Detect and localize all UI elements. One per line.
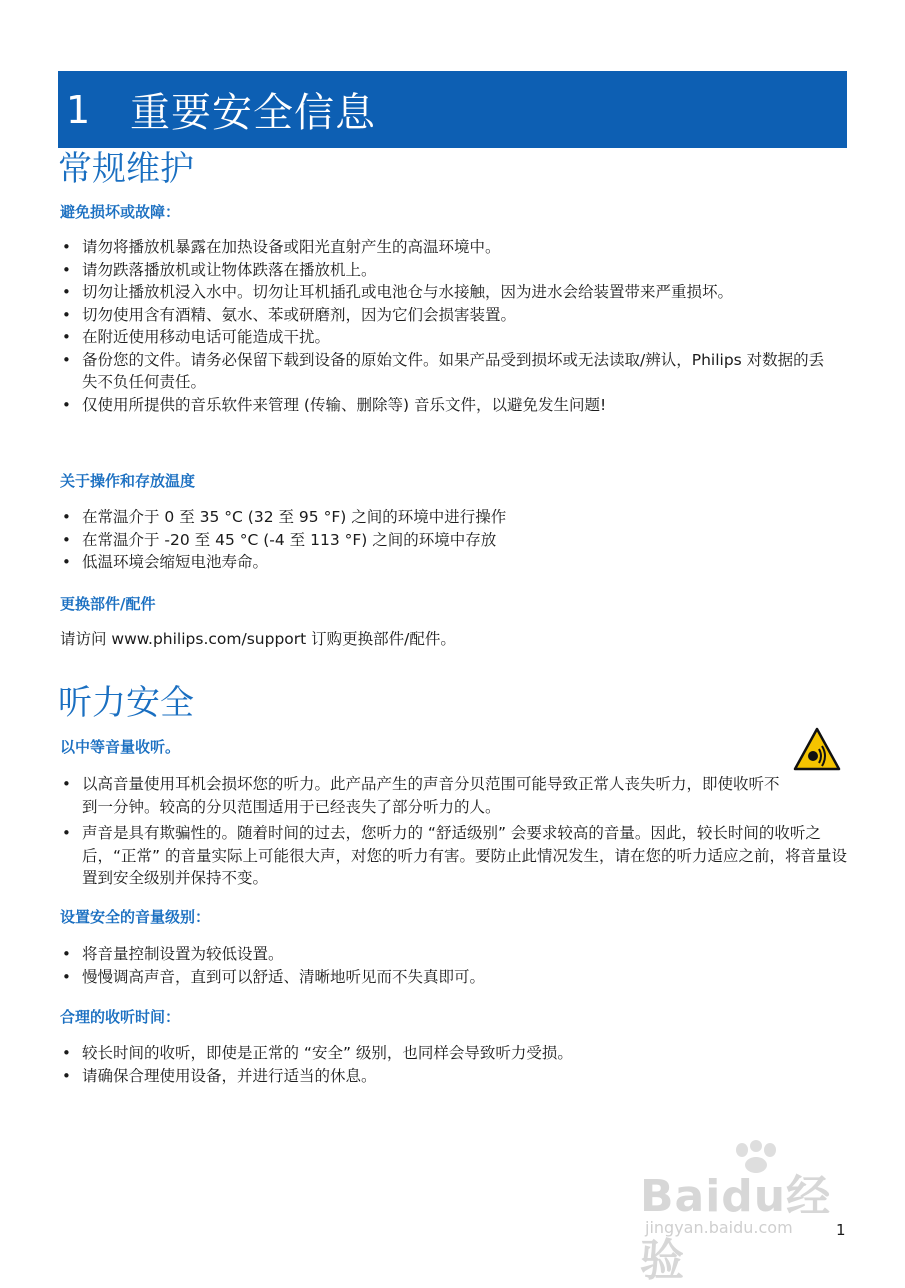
list-item: • 在常温介于 0 至 35 °C (32 至 95 °F) 之间的环境中进行操作: [58, 506, 847, 529]
list-item: • 备份您的文件。请务必保留下载到设备的原始文件。如果产品受到损坏或无法读取/辨认，Philips 对数据的丢失不负任何责任。: [58, 349, 828, 394]
list-item: • 切勿使用含有酒精、氨水、苯或研磨剂，因为它们会损害装置。: [58, 304, 828, 327]
listening-time-list: [58, 1042, 847, 1087]
list-item: • 请确保合理使用设备，并进行适当的休息。: [58, 1065, 847, 1088]
list-item: • 慢慢调高声音，直到可以舒适、清晰地听见而不失真即可。: [58, 966, 847, 989]
page-number: 1: [836, 1221, 846, 1239]
parts-paragraph: [58, 628, 847, 650]
chapter-header: [58, 71, 847, 148]
sub-heading-safe-volume: 设置安全的音量级别：: [60, 908, 211, 926]
list-item: • 仅使用所提供的音乐软件来管理 (传输、删除等) 音乐文件，以避免发生问题!: [58, 394, 828, 417]
list-item: • 请勿将播放机暴露在加热设备或阳光直射产生的高温环境中。: [58, 236, 828, 259]
list-item: • 低温环境会缩短电池寿命。: [58, 551, 847, 574]
hearing-warning-icon: [793, 727, 841, 771]
moderate-volume-list-1: [58, 773, 783, 818]
temperature-block: [58, 471, 847, 491]
list-item: • 较长时间的收听，即使是正常的 “安全” 级别，也同样会导致听力受损。: [58, 1042, 847, 1065]
list-item: • 在常温介于 -20 至 45 °C (-4 至 113 °F) 之间的环境中存放: [58, 529, 847, 552]
watermark: [640, 1140, 860, 1286]
watermark-brand: Baidu经验: [640, 1171, 832, 1286]
list-item: • 以高音量使用耳机会损坏您的听力。此产品产生的声音分贝范围可能导致正常人丧失听力，即使收听不到一分钟。较高的分贝范围适用于已经丧失了部分听力的人。: [58, 773, 783, 818]
watermark-url: jingyan.baidu.com: [645, 1218, 793, 1237]
safe-volume-block: [58, 907, 847, 927]
listening-time-block: [58, 1007, 847, 1027]
moderate-volume-block: [58, 737, 847, 757]
section-title-maintenance: 常规维护: [58, 149, 194, 189]
temperature-list: [58, 506, 847, 574]
maintenance-section: [58, 150, 847, 188]
sub-heading-avoid-damage: 避免损坏或故障：: [60, 203, 181, 221]
sub-heading-listening-time: 合理的收听时间：: [60, 1008, 181, 1026]
section-title-hearing: 听力安全: [58, 683, 194, 723]
sub-heading-temperature: 关于操作和存放温度: [60, 472, 196, 490]
list-item: • 请勿跌落播放机或让物体跌落在播放机上。: [58, 259, 828, 282]
avoid-damage-list: [58, 236, 828, 416]
list-item: • 声音是具有欺骗性的。随着时间的过去，您听力的 “舒适级别” 会要求较高的音量。因此，较长时间的收听之后，“正常” 的音量实际上可能很大声，对您的听力有害。要防止此情况发生，请在您的听力适应之前，将音量设置到安全级别并保持不变。: [58, 822, 847, 890]
hearing-section: [58, 684, 847, 722]
parts-block: [58, 594, 847, 614]
list-item: • 切勿让播放机浸入水中。切勿让耳机插孔或电池仓与水接触，因为进水会给装置带来严重损坏。: [58, 281, 828, 304]
avoid-damage-block: [58, 202, 847, 222]
sub-heading-moderate-volume: 以中等音量收听。: [60, 738, 181, 756]
chapter-number: 1: [66, 87, 91, 132]
chapter-title: 重要安全信息: [130, 90, 376, 136]
parts-text: 请访问 www.philips.com/support 订购更换部件/配件。: [60, 630, 456, 648]
moderate-volume-list-2: [58, 822, 847, 890]
list-item: • 在附近使用移动电话可能造成干扰。: [58, 326, 828, 349]
list-item: • 将音量控制设置为较低设置。: [58, 943, 847, 966]
safe-volume-list: [58, 943, 847, 988]
sub-heading-parts: 更换部件/配件: [60, 595, 156, 613]
